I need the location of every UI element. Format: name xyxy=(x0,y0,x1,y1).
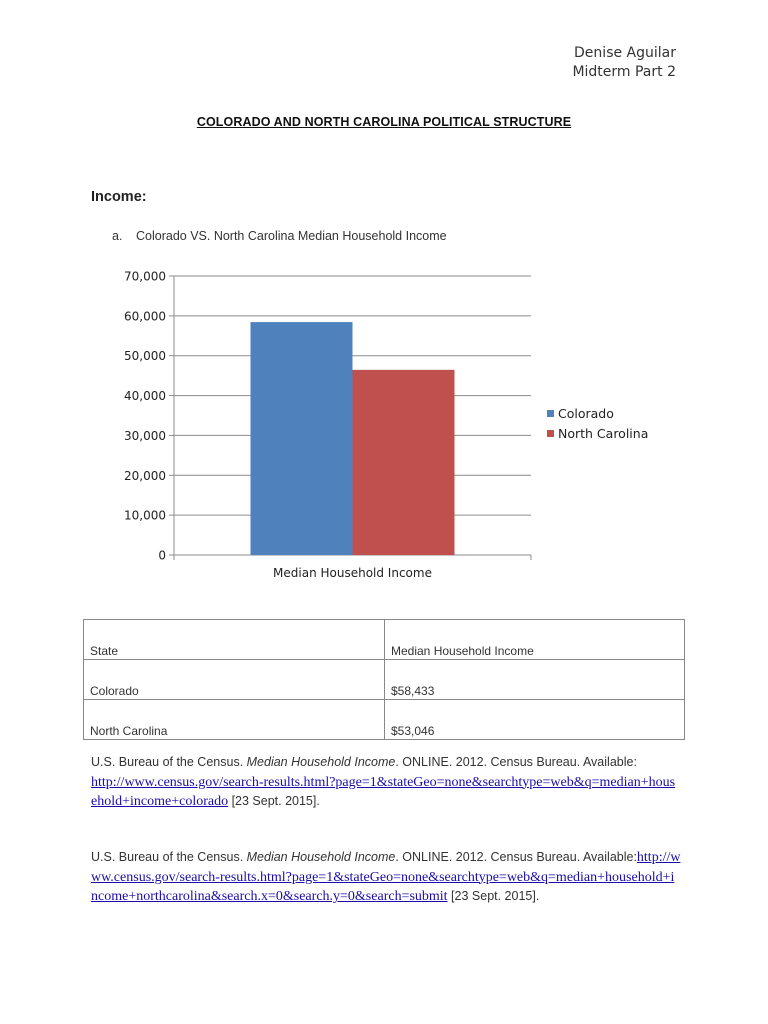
assignment-label: Midterm Part 2 xyxy=(572,64,676,80)
citation-work: Median Household Income xyxy=(246,755,396,769)
y-tick-label: 50,000 xyxy=(124,349,166,364)
income-table xyxy=(83,619,685,740)
subsection-heading xyxy=(112,229,447,243)
income-bar-chart xyxy=(110,262,670,592)
citation-suffix: [23 Sept. 2015]. xyxy=(447,889,540,903)
table-cell: Colorado xyxy=(84,660,385,700)
y-tick-label: 30,000 xyxy=(124,428,166,443)
y-tick-label: 0 xyxy=(158,548,166,563)
table-cell: North Carolina xyxy=(84,700,385,740)
legend-label: North Carolina xyxy=(558,426,649,441)
section-heading: Income: xyxy=(91,189,147,205)
y-tick-label: 40,000 xyxy=(124,389,166,404)
y-tick-label: 10,000 xyxy=(124,508,166,523)
citation-middle: . ONLINE. 2012. Census Bureau. Available: xyxy=(395,755,637,769)
table-header-row xyxy=(84,620,685,660)
author-name: Denise Aguilar xyxy=(574,45,676,61)
y-tick-label: 60,000 xyxy=(124,309,166,324)
legend-swatch xyxy=(547,410,554,417)
bar-colorado xyxy=(251,322,353,555)
document-title: COLORADO AND NORTH CAROLINA POLITICAL STRUCTURE xyxy=(196,115,572,129)
author-block xyxy=(572,44,676,82)
y-tick-label: 70,000 xyxy=(124,269,166,284)
bar-north-carolina xyxy=(353,370,455,555)
legend-label: Colorado xyxy=(558,406,614,421)
table-cell: $58,433 xyxy=(385,660,685,700)
table-row xyxy=(84,660,685,700)
table-row xyxy=(84,700,685,740)
citation xyxy=(91,753,681,812)
legend-swatch xyxy=(547,430,554,437)
table-header-cell: Median Household Income xyxy=(385,620,685,660)
citation-middle: . ONLINE. 2012. Census Bureau. Available: xyxy=(395,850,637,864)
table-cell: $53,046 xyxy=(385,700,685,740)
chart-legend xyxy=(547,406,648,441)
chart-bars xyxy=(251,322,455,555)
citation-link[interactable]: http://www.census.gov/search-results.html?page=1&stateGeo=none&searchtype=web&q=median+household+income+northcarolina&search.x=0&search.y=0&search=submit xyxy=(91,850,681,904)
citation xyxy=(91,848,681,907)
citation-prefix: U.S. Bureau of the Census. xyxy=(91,850,247,864)
citation-link[interactable]: http://www.census.gov/search-results.html?page=1&stateGeo=none&searchtype=web&q=median+household+income+colorado xyxy=(91,774,676,809)
citation-prefix: U.S. Bureau of the Census. xyxy=(91,755,247,769)
x-tick-label: Median Household Income xyxy=(273,566,432,580)
citation-work: Median Household Income xyxy=(246,850,396,864)
table-header-cell: State xyxy=(84,620,385,660)
subsection-text: Colorado VS. North Carolina Median Household Income xyxy=(136,229,447,243)
list-marker: a. xyxy=(112,229,123,243)
citation-suffix: [23 Sept. 2015]. xyxy=(228,794,320,808)
y-tick-label: 20,000 xyxy=(124,468,166,483)
